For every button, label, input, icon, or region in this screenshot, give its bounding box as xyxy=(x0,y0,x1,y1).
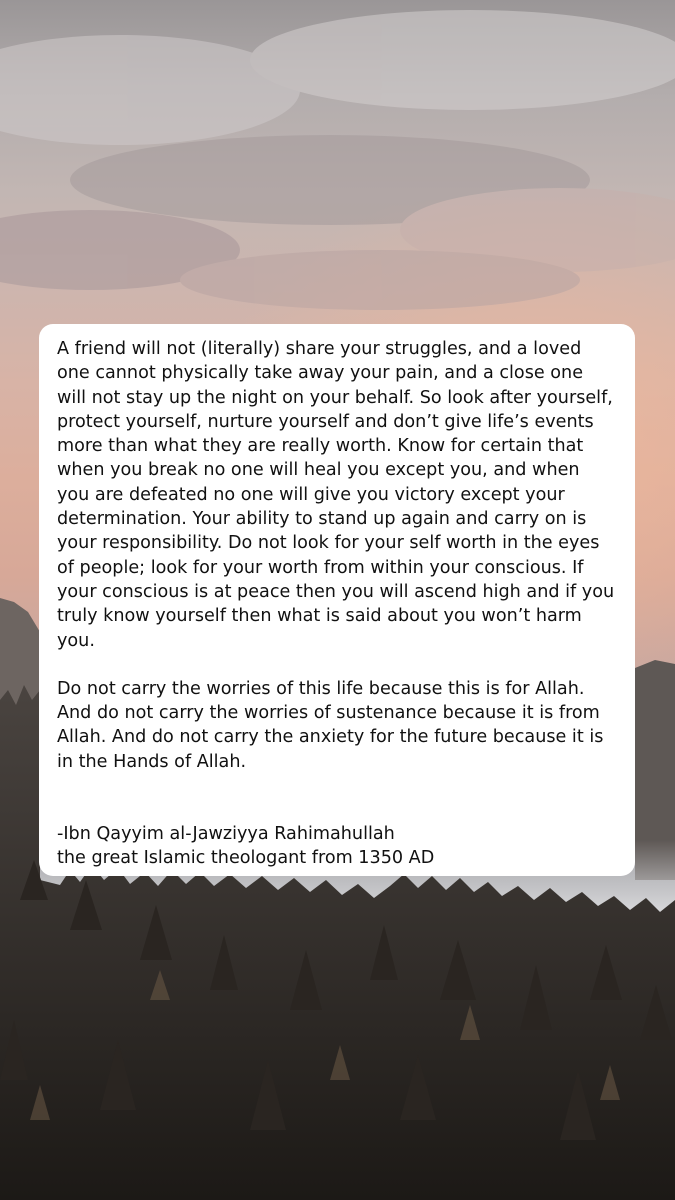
clouds xyxy=(0,10,675,310)
author-description: the great Islamic theologant from 1350 AD xyxy=(57,848,435,869)
quote-paragraph-2: Do not carry the worries of this life because this is for Allah. And do not carry the worries of sustenance because it is from Allah. And do not carry the anxiety for the future because it is in the Hands of Allah. xyxy=(57,678,604,772)
quote-paragraph-1: A friend will not (literally) share your struggles, and a loved one cannot physically take away your pain, and a close one will not stay up the night on your behalf. So look after yourself, protect yourself, nurture yourself and don’t give life’s events more than what they are really worth. Know for certain that when you break no one will heal you except you, and when you are defeated no one will give you victory except your determination. Your ability to stand up again and carry on is your responsibility. Do not look for your self worth in the eyes of people; look for your worth from within your conscious. If your conscious is at peace then you will ascend high and if you truly know yourself then what is said about you won’t harm you. xyxy=(57,339,615,651)
quote-author: -Ibn Qayyim al-Jawziyya Rahimahullah xyxy=(57,824,395,845)
quote-card xyxy=(39,324,635,876)
